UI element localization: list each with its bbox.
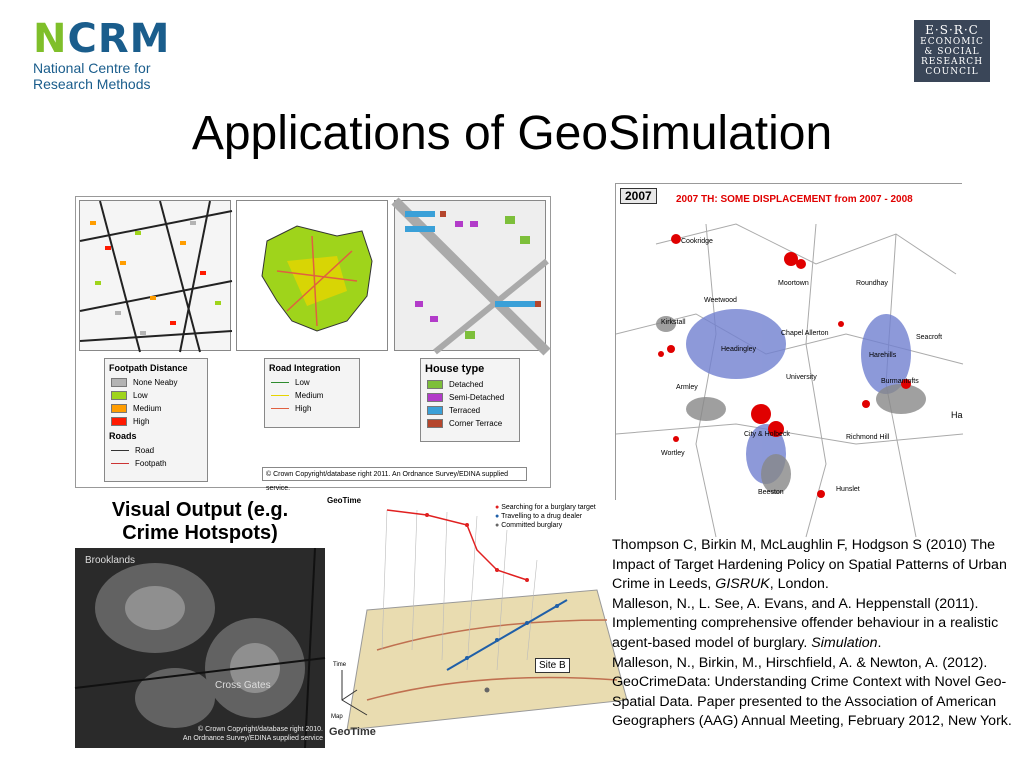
ncrm-logo-line2: Research Methods: [33, 76, 151, 92]
house-type-map-graphic: [395, 201, 547, 352]
legend-item: ● Travelling to a drug dealer: [495, 513, 583, 520]
legend-item: High: [271, 403, 359, 414]
crime-hotspots-figure: [75, 495, 325, 748]
leeds-maps-figure: [75, 196, 551, 492]
place-label: Seacroft: [916, 334, 943, 341]
house-type-map: [394, 200, 546, 351]
site-label: Site B: [535, 658, 570, 673]
esrc-logo-mark: E·S·R·C: [925, 23, 979, 37]
crime-displacement-map: [615, 183, 962, 536]
place-label: Moortown: [778, 280, 809, 287]
place-label: Chapel Allerton: [781, 330, 829, 337]
legend-item: High: [111, 416, 207, 427]
crime-map-year: 2007: [620, 188, 657, 204]
footpath-map: [79, 200, 231, 351]
esrc-logo: E·S·R·C ECONOMIC & SOCIAL RESEARCH COUNCIL: [914, 20, 990, 82]
place-label: Beeston: [758, 489, 784, 496]
ncrm-logo: [33, 18, 183, 98]
map-label: Brooklands: [85, 555, 136, 566]
footpath-map-graphic: [80, 201, 232, 352]
footpath-legend-title: Footpath Distance: [109, 363, 188, 373]
house-type-legend: [420, 358, 520, 442]
maps-copyright: © Crown Copyright/database right 2011. An Ordnance Survey/EDINA supplied service.: [262, 467, 527, 481]
road-integration-map-graphic: [237, 201, 389, 352]
map-label: Cross Gates: [215, 680, 271, 691]
house-legend-title: House type: [425, 363, 485, 375]
place-label: Armley: [676, 384, 698, 391]
place-label: Roundhay: [856, 280, 888, 287]
place-label: Hunslet: [836, 486, 860, 493]
legend-item: Medium: [271, 390, 359, 401]
legend-item: Detached: [427, 379, 519, 390]
geotime-graphic: [327, 500, 627, 748]
geotime-figure: [327, 496, 627, 748]
legend-item: Corner Terrace: [427, 418, 519, 429]
place-label: Kirkstall: [661, 319, 686, 326]
road-integration-legend: [264, 358, 360, 428]
axis-map-label: Map: [331, 714, 343, 720]
place-label: Weetwood: [704, 297, 737, 304]
reference-2: Malleson, N., L. See, A. Evans, and A. Heppenstall (2011). Implementing comprehensive offender behaviour in a realistic agent-based model of burglary. Simulation.: [612, 595, 999, 651]
axis-time-label: Time: [333, 662, 347, 668]
geotime-top-label: GeoTime: [327, 496, 362, 505]
place-label: Ha: [951, 410, 963, 420]
place-label: University: [786, 374, 817, 381]
road-legend-title: Road Integration: [269, 363, 341, 373]
legend-item: ● Committed burglary: [495, 522, 563, 529]
legend-item: None Neaby: [111, 377, 207, 388]
place-label: Richmond Hill: [846, 434, 890, 441]
legend-item: Terraced: [427, 405, 519, 416]
place-label: City & Holbeck: [744, 431, 790, 438]
legend-item: Medium: [111, 403, 207, 414]
legend-item: Semi-Detached: [427, 392, 519, 403]
crime-map-heading: 2007 TH: SOME DISPLACEMENT from 2007 - 2008: [676, 194, 913, 205]
ncrm-logo-mark: NCRM: [33, 16, 171, 62]
place-label: Cookridge: [681, 238, 713, 245]
reference-1: Thompson C, Birkin M, McLaughlin F, Hodgson S (2010) The Impact of Target Hardening Policy on Spatial Patterns of Urban Crime in Leeds, GISRUK, London.: [612, 537, 1007, 593]
legend-item: Low: [111, 390, 207, 401]
place-label: Burmantofts: [881, 378, 919, 385]
visual-copyright: © Crown Copyright/database right 2010. An Ordnance Survey/EDINA supplied service: [182, 726, 323, 742]
place-label: Headingley: [721, 346, 757, 353]
geotime-brand: GeoTime: [329, 726, 376, 738]
legend-item: ● Searching for a burglary target: [495, 504, 596, 511]
roads-legend-title: Roads: [109, 431, 137, 441]
legend-item: Road: [111, 445, 207, 456]
crime-displacement-map-graphic: [616, 184, 963, 537]
slide-title: Applications of GeoSimulation: [191, 107, 833, 160]
reference-3: Malleson, N., Birkin, M., Hirschfield, A. & Newton, A. (2012). GeoCrimeData: Understanding Crime Context with Novel Geo-Spatial Data. Paper presented to the Association of American Geographers (AAG) Annual Meeting, February 2012, New York.: [612, 654, 1012, 730]
road-integration-map: [236, 200, 388, 351]
legend-item: Low: [271, 377, 359, 388]
visual-output-heading: Visual Output (e.g. Crime Hotspots): [75, 495, 325, 548]
place-label: Wortley: [661, 450, 685, 457]
footpath-legend: [104, 358, 208, 482]
legend-item: Footpath: [111, 458, 207, 469]
references: [612, 536, 1017, 732]
ncrm-logo-line1: National Centre for: [33, 60, 151, 76]
geotime-legend: [495, 503, 596, 530]
place-label: Harehills: [869, 352, 897, 359]
crime-hotspots-graphic: [75, 548, 325, 748]
